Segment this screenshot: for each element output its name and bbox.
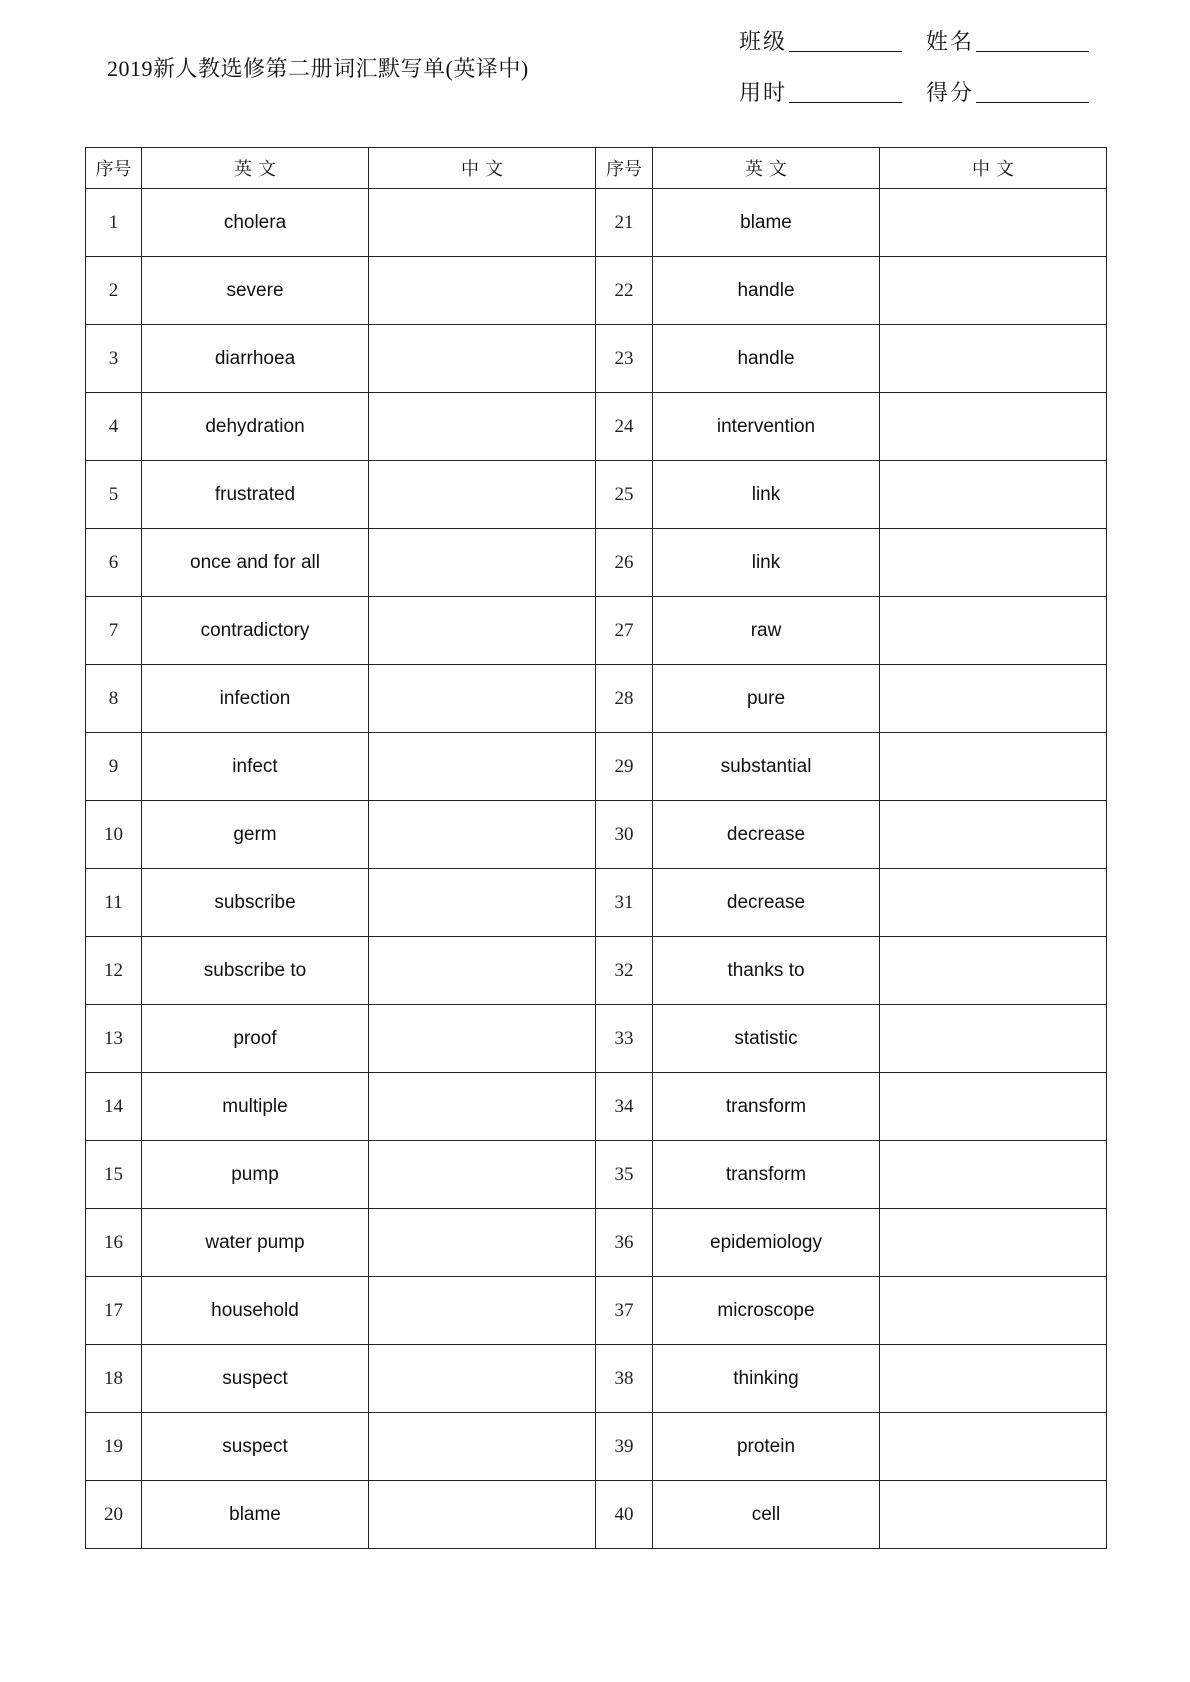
row-number: 30 [596,801,653,869]
english-word: pump [142,1141,369,1209]
row-number: 15 [86,1141,142,1209]
table-row [86,597,1107,665]
chinese-answer-cell [369,937,596,1005]
table-row [86,1277,1107,1345]
row-number: 16 [86,1209,142,1277]
english-word: once and for all [142,529,369,597]
row-number: 26 [596,529,653,597]
chinese-answer-cell [369,393,596,461]
chinese-answer-cell [880,801,1107,869]
score-field [926,81,1089,105]
english-word: protein [653,1413,880,1481]
english-word: thinking [653,1345,880,1413]
english-word: blame [653,189,880,257]
score-blank-line [976,82,1089,103]
table-row [86,257,1107,325]
row-number: 17 [86,1277,142,1345]
row-number: 3 [86,325,142,393]
name-blank-line [976,31,1089,52]
row-number: 11 [86,869,142,937]
english-word: link [653,461,880,529]
english-word: decrease [653,869,880,937]
row-number: 33 [596,1005,653,1073]
row-number: 25 [596,461,653,529]
english-word: cell [653,1481,880,1549]
chinese-answer-cell [369,1073,596,1141]
english-word: subscribe to [142,937,369,1005]
english-word: raw [653,597,880,665]
table-row [86,325,1107,393]
chinese-answer-cell [369,1277,596,1345]
row-number: 5 [86,461,142,529]
english-word: infection [142,665,369,733]
chinese-answer-cell [369,665,596,733]
chinese-answer-cell [369,1413,596,1481]
chinese-answer-cell [880,665,1107,733]
row-number: 6 [86,529,142,597]
chinese-answer-cell [880,597,1107,665]
row-number: 36 [596,1209,653,1277]
english-word: handle [653,325,880,393]
row-number: 1 [86,189,142,257]
chinese-answer-cell [369,1141,596,1209]
table-row [86,1413,1107,1481]
row-number: 2 [86,257,142,325]
english-word: thanks to [653,937,880,1005]
header-chinese: 中文 [369,148,596,189]
chinese-answer-cell [880,257,1107,325]
chinese-answer-cell [880,461,1107,529]
header-chinese: 中文 [880,148,1107,189]
table-row [86,665,1107,733]
row-number: 9 [86,733,142,801]
table-row [86,1141,1107,1209]
table-row [86,461,1107,529]
english-word: dehydration [142,393,369,461]
english-word: diarrhoea [142,325,369,393]
english-word: germ [142,801,369,869]
row-number: 19 [86,1413,142,1481]
english-word: multiple [142,1073,369,1141]
class-blank-line [789,31,902,52]
table-row [86,937,1107,1005]
row-number: 31 [596,869,653,937]
table-row [86,1209,1107,1277]
english-word: link [653,529,880,597]
english-word: severe [142,257,369,325]
chinese-answer-cell [880,529,1107,597]
chinese-answer-cell [369,801,596,869]
chinese-answer-cell [369,461,596,529]
chinese-answer-cell [880,869,1107,937]
english-word: water pump [142,1209,369,1277]
document-title: 2019新人教选修第二册词汇默写单(英译中) [107,56,529,81]
english-word: intervention [653,393,880,461]
table-row [86,1073,1107,1141]
chinese-answer-cell [369,257,596,325]
chinese-answer-cell [369,1345,596,1413]
row-number: 38 [596,1345,653,1413]
row-number: 21 [596,189,653,257]
chinese-answer-cell [880,1481,1107,1549]
row-number: 7 [86,597,142,665]
table-row [86,1345,1107,1413]
table-row [86,1005,1107,1073]
english-word: transform [653,1141,880,1209]
row-number: 8 [86,665,142,733]
chinese-answer-cell [369,189,596,257]
table-row [86,529,1107,597]
row-number: 14 [86,1073,142,1141]
chinese-answer-cell [369,325,596,393]
row-number: 39 [596,1413,653,1481]
row-number: 40 [596,1481,653,1549]
table-row [86,801,1107,869]
table-row [86,1481,1107,1549]
row-number: 18 [86,1345,142,1413]
row-number: 22 [596,257,653,325]
header-number: 序号 [596,148,653,189]
header-english: 英文 [653,148,880,189]
row-number: 29 [596,733,653,801]
chinese-answer-cell [880,733,1107,801]
chinese-answer-cell [880,1141,1107,1209]
row-number: 10 [86,801,142,869]
name-label: 姓名 [926,29,975,54]
table-row [86,393,1107,461]
chinese-answer-cell [369,597,596,665]
row-number: 23 [596,325,653,393]
english-word: blame [142,1481,369,1549]
row-number: 35 [596,1141,653,1209]
name-field [926,30,1089,54]
chinese-answer-cell [880,325,1107,393]
chinese-answer-cell [369,529,596,597]
row-number: 28 [596,665,653,733]
english-word: contradictory [142,597,369,665]
table-header-row [86,148,1107,189]
english-word: substantial [653,733,880,801]
chinese-answer-cell [369,1481,596,1549]
chinese-answer-cell [369,869,596,937]
chinese-answer-cell [880,1277,1107,1345]
chinese-answer-cell [880,393,1107,461]
chinese-answer-cell [369,733,596,801]
row-number: 20 [86,1481,142,1549]
header-number: 序号 [86,148,142,189]
chinese-answer-cell [880,189,1107,257]
table-row [86,869,1107,937]
english-word: microscope [653,1277,880,1345]
english-word: subscribe [142,869,369,937]
row-number: 32 [596,937,653,1005]
row-number: 27 [596,597,653,665]
chinese-answer-cell [880,937,1107,1005]
english-word: decrease [653,801,880,869]
chinese-answer-cell [369,1209,596,1277]
time-blank-line [789,82,902,103]
row-number: 13 [86,1005,142,1073]
chinese-answer-cell [880,1413,1107,1481]
chinese-answer-cell [880,1209,1107,1277]
english-word: proof [142,1005,369,1073]
row-number: 37 [596,1277,653,1345]
row-number: 12 [86,937,142,1005]
chinese-answer-cell [369,1005,596,1073]
english-word: suspect [142,1345,369,1413]
score-label: 得分 [926,80,975,105]
row-number: 24 [596,393,653,461]
chinese-answer-cell [880,1005,1107,1073]
chinese-answer-cell [880,1345,1107,1413]
english-word: pure [653,665,880,733]
english-word: infect [142,733,369,801]
english-word: transform [653,1073,880,1141]
english-word: statistic [653,1005,880,1073]
row-number: 34 [596,1073,653,1141]
row-number: 4 [86,393,142,461]
english-word: suspect [142,1413,369,1481]
table-row [86,733,1107,801]
english-word: frustrated [142,461,369,529]
english-word: household [142,1277,369,1345]
time-field [739,81,902,105]
class-label: 班级 [739,29,788,54]
chinese-answer-cell [880,1073,1107,1141]
vocabulary-table [85,147,1107,1549]
english-word: epidemiology [653,1209,880,1277]
time-label: 用时 [739,80,788,105]
english-word: handle [653,257,880,325]
english-word: cholera [142,189,369,257]
table-row [86,189,1107,257]
class-field [739,30,902,54]
header-english: 英文 [142,148,369,189]
